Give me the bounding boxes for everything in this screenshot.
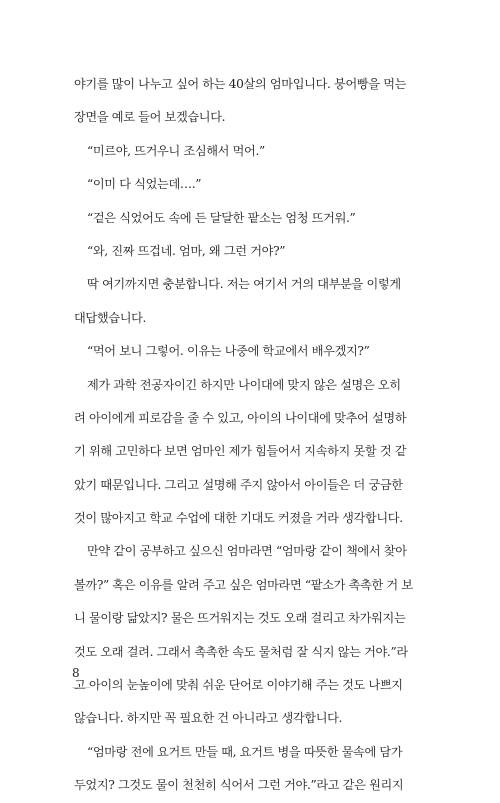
text-line: 것도 오래 걸려. 그래서 촉촉한 속도 물처럼 잘 식지 않는 거야.”라 <box>74 644 408 659</box>
text-line: 려 아이에게 피로감을 줄 수 있고, 아이의 나이대에 맞추어 설명하 <box>74 410 407 425</box>
text-line: 았기 때문입니다. 그리고 설명해 주지 않아서 아이들은 더 궁금한 <box>74 477 403 492</box>
text-line: 기 위해 고민하다 보면 엄마인 제가 힘들어서 지속하지 못할 것 같 <box>74 444 407 459</box>
text-line: 야기를 많이 나누고 싶어 하는 40살의 엄마입니다. 붕어빵을 먹는 <box>74 77 407 91</box>
text-line: “먹어 보니 그렇어. 이유는 나중에 학교에서 배우겠지?” <box>87 344 370 359</box>
text-line: “미르야, 뜨거우니 조심해서 먹어.” <box>87 143 265 158</box>
text-line: 않습니다. 하지만 꼭 필요한 건 아니라고 생각합니다. <box>74 711 343 726</box>
text-line: 딱 여기까지면 충분합니다. 저는 여기서 거의 대부분을 이렇게 <box>87 277 401 292</box>
text-line: “이미 다 식었는데….” <box>87 177 202 192</box>
text-line: “겉은 식었어도 속에 든 달달한 팥소는 엄청 뜨거워.” <box>87 210 356 225</box>
text-line: 것이 많아지고 학교 수업에 대한 기대도 커졌을 거라 생각합니다. <box>74 511 403 526</box>
text-line: 두었지? 그것도 물이 천천히 식어서 그런 거야.”라고 같은 원리지 <box>74 778 404 793</box>
page-number: 8 <box>72 666 80 680</box>
text-line: “와, 진짜 뜨겁네. 엄마, 왜 그런 거야?” <box>87 243 286 258</box>
text-line: “엄마랑 전에 요거트 만들 때, 요거트 병을 따뜻한 물속에 담가 <box>87 744 403 759</box>
footer-rule <box>72 687 90 688</box>
text-line: 만약 같이 공부하고 싶으신 엄마라면 “엄마랑 같이 책에서 찾아 <box>87 544 407 559</box>
text-line: 장면을 예로 들어 보겠습니다. <box>74 110 226 125</box>
text-line: 대답했습니다. <box>74 310 147 325</box>
text-line: 니 물이랑 닮았지? 물은 뜨거워지는 것도 오래 걸리고 차가워지는 <box>74 611 406 626</box>
text-line: 볼까?” 혹은 이유를 알려 주고 싶은 엄마라면 “팥소가 촉촉한 거 보 <box>74 577 413 592</box>
text-line: 고 아이의 눈높이에 맞춰 쉬운 단어로 이야기해 주는 것도 나쁘지 <box>74 678 403 693</box>
text-line: 제가 과학 전공자이긴 하지만 나이대에 맞지 않은 설명은 오히 <box>87 377 401 392</box>
body-text <box>74 68 434 803</box>
